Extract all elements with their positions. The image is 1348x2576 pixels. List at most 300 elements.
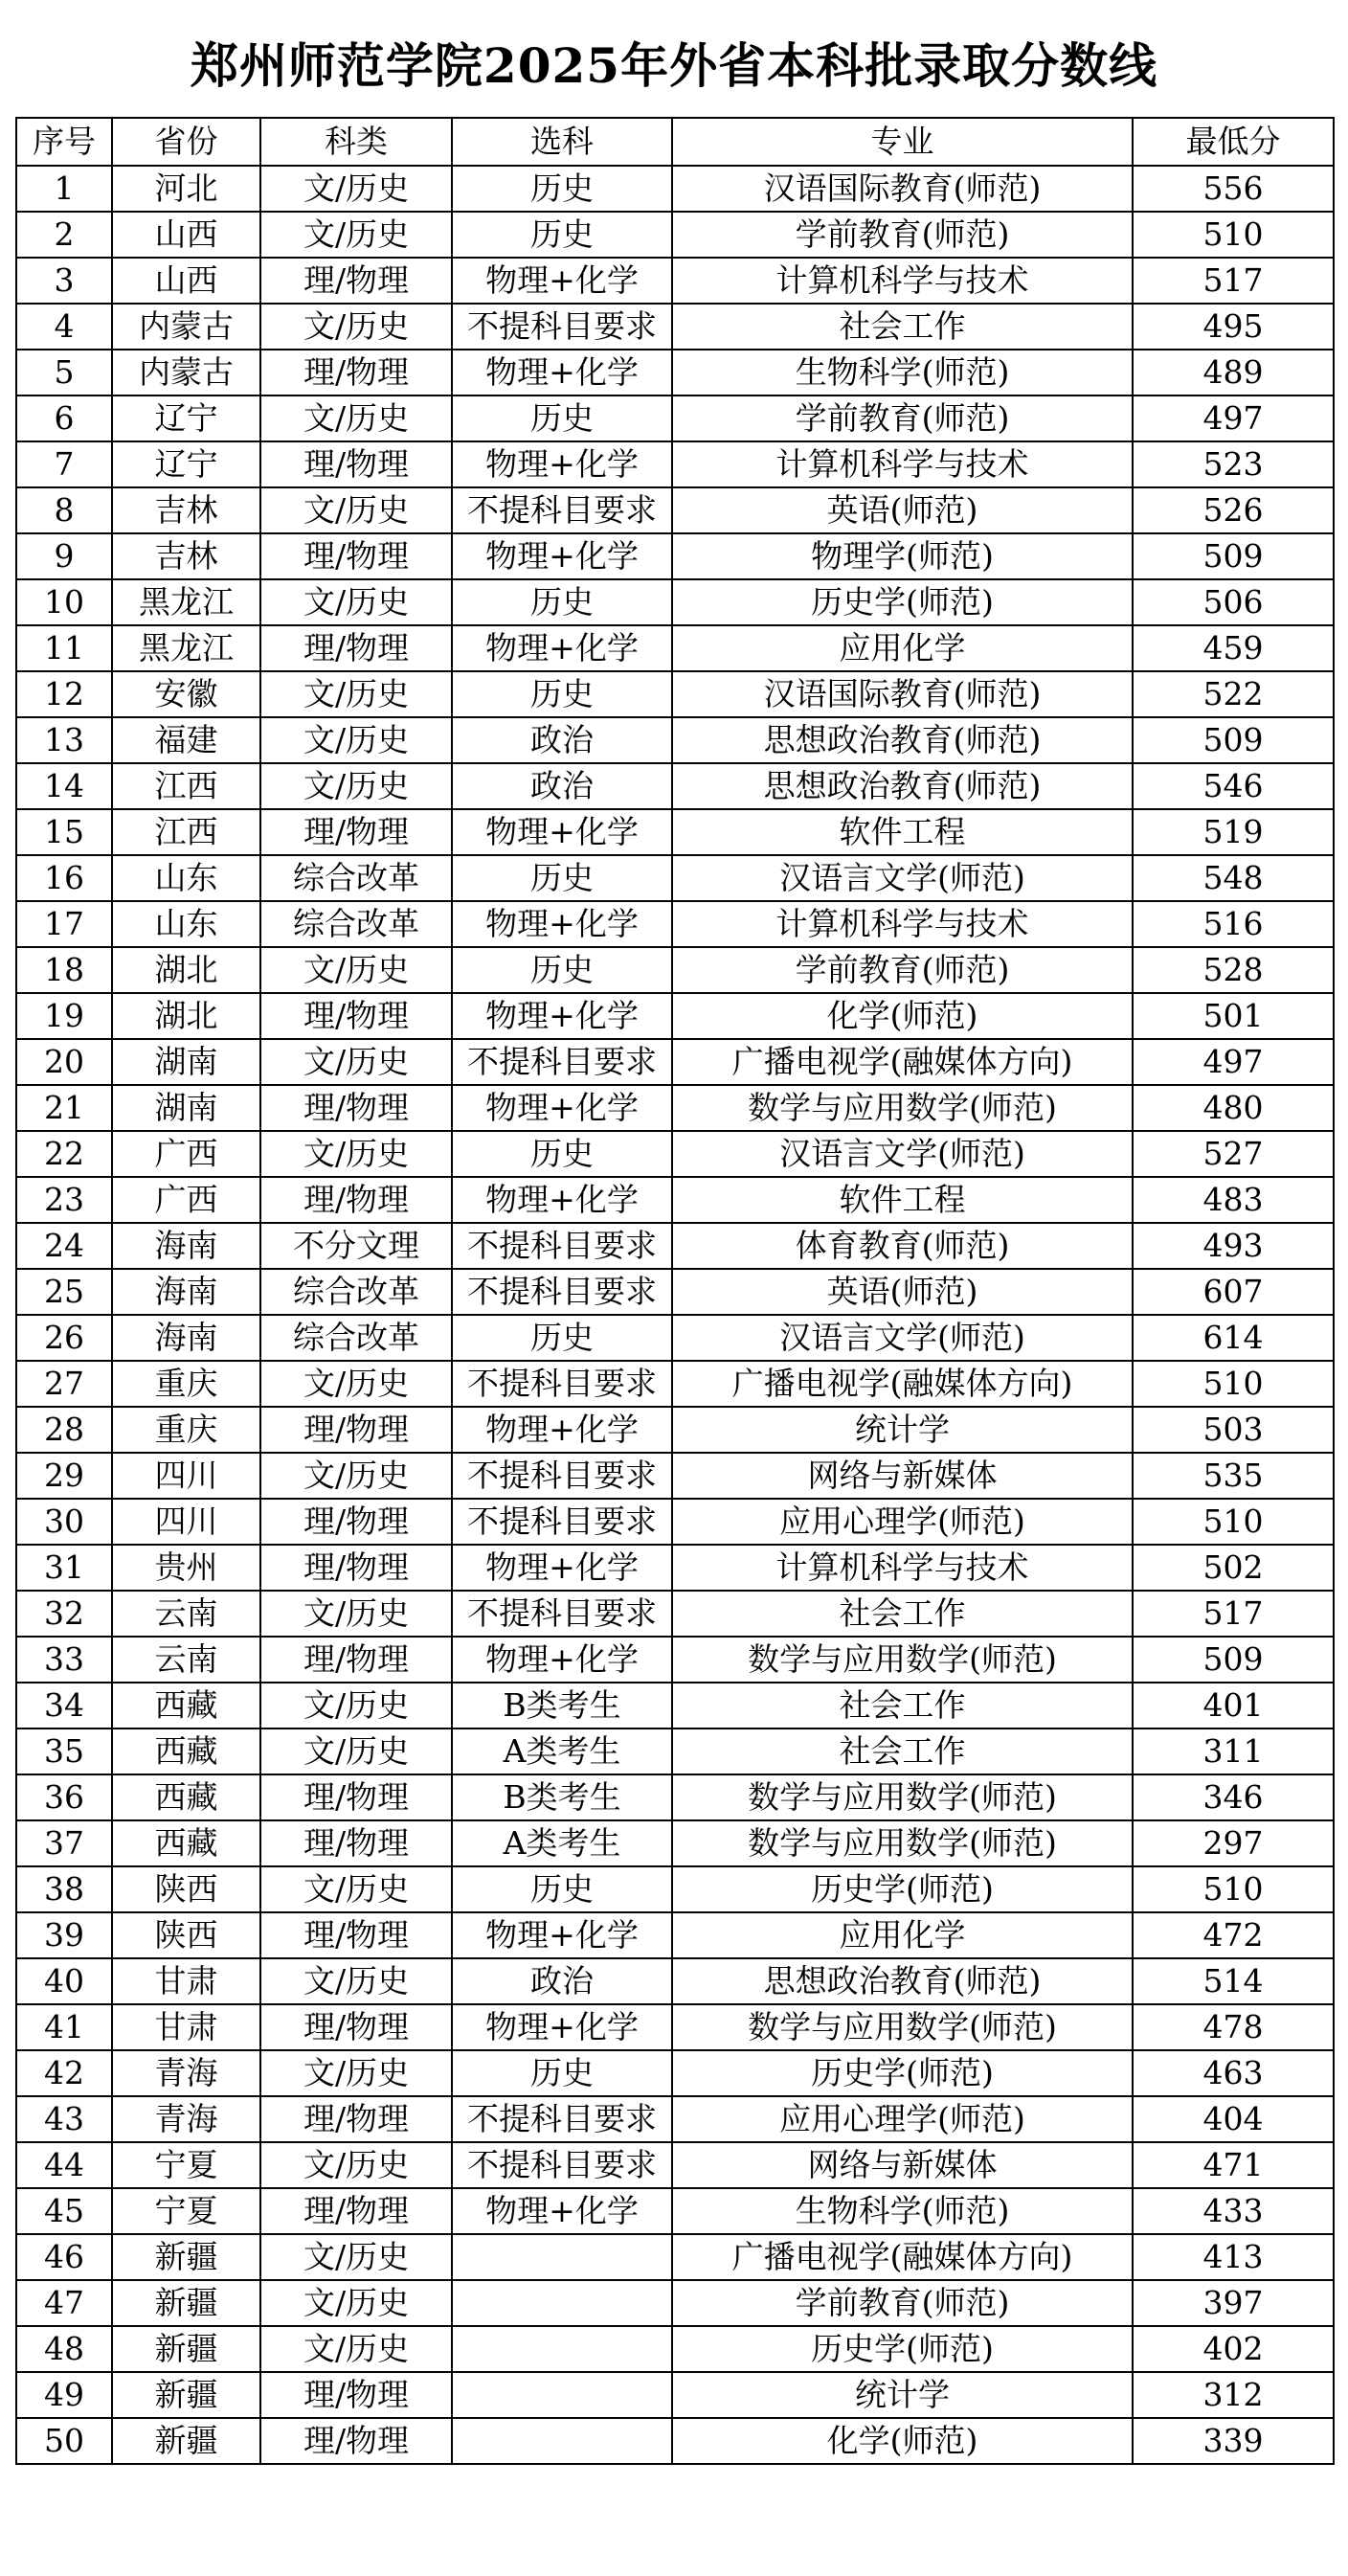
header-subject: 选科 xyxy=(452,118,672,166)
cell-major: 广播电视学(融媒体方向) xyxy=(672,2234,1133,2280)
cell-category: 理/物理 xyxy=(260,1499,452,1545)
cell-min-score: 517 xyxy=(1133,1591,1334,1637)
cell-subject: 物理+化学 xyxy=(452,901,672,947)
cell-min-score: 497 xyxy=(1133,1039,1334,1085)
cell-min-score: 614 xyxy=(1133,1315,1334,1361)
table-row xyxy=(16,1177,1334,1223)
cell-min-score: 401 xyxy=(1133,1683,1334,1729)
cell-major: 计算机科学与技术 xyxy=(672,901,1133,947)
cell-major: 网络与新媒体 xyxy=(672,2142,1133,2188)
cell-no: 4 xyxy=(16,304,112,350)
cell-major: 数学与应用数学(师范) xyxy=(672,1774,1133,1820)
cell-province: 西藏 xyxy=(112,1820,260,1866)
cell-min-score: 312 xyxy=(1133,2372,1334,2418)
cell-major: 学前教育(师范) xyxy=(672,2280,1133,2326)
table-row xyxy=(16,1683,1334,1729)
table-row xyxy=(16,2004,1334,2050)
cell-province: 辽宁 xyxy=(112,441,260,487)
cell-subject: 不提科目要求 xyxy=(452,1223,672,1269)
cell-province: 广西 xyxy=(112,1131,260,1177)
cell-no: 6 xyxy=(16,395,112,441)
cell-province: 湖北 xyxy=(112,947,260,993)
cell-category: 文/历史 xyxy=(260,1039,452,1085)
cell-major: 化学(师范) xyxy=(672,993,1133,1039)
cell-subject: 物理+化学 xyxy=(452,1085,672,1131)
table-row xyxy=(16,809,1334,855)
cell-province: 西藏 xyxy=(112,1729,260,1774)
table-row xyxy=(16,579,1334,625)
cell-no: 29 xyxy=(16,1453,112,1499)
cell-category: 理/物理 xyxy=(260,2418,452,2464)
cell-no: 24 xyxy=(16,1223,112,1269)
cell-province: 云南 xyxy=(112,1591,260,1637)
cell-province: 四川 xyxy=(112,1453,260,1499)
table-row xyxy=(16,1223,1334,1269)
cell-subject xyxy=(452,2326,672,2372)
cell-no: 41 xyxy=(16,2004,112,2050)
cell-no: 48 xyxy=(16,2326,112,2372)
table-row xyxy=(16,2418,1334,2464)
table-header-row xyxy=(16,118,1334,166)
cell-no: 8 xyxy=(16,487,112,533)
cell-major: 汉语言文学(师范) xyxy=(672,1131,1133,1177)
cell-category: 理/物理 xyxy=(260,2004,452,2050)
cell-min-score: 510 xyxy=(1133,1499,1334,1545)
table-row xyxy=(16,1729,1334,1774)
cell-no: 25 xyxy=(16,1269,112,1315)
cell-major: 汉语国际教育(师范) xyxy=(672,671,1133,717)
cell-province: 海南 xyxy=(112,1223,260,1269)
cell-no: 7 xyxy=(16,441,112,487)
cell-min-score: 526 xyxy=(1133,487,1334,533)
cell-category: 理/物理 xyxy=(260,625,452,671)
cell-min-score: 346 xyxy=(1133,1774,1334,1820)
cell-subject: 不提科目要求 xyxy=(452,487,672,533)
cell-subject: 历史 xyxy=(452,579,672,625)
table-row xyxy=(16,1453,1334,1499)
cell-subject: 不提科目要求 xyxy=(452,1039,672,1085)
table-row xyxy=(16,304,1334,350)
cell-category: 文/历史 xyxy=(260,166,452,212)
cell-province: 安徽 xyxy=(112,671,260,717)
cell-min-score: 480 xyxy=(1133,1085,1334,1131)
cell-major: 软件工程 xyxy=(672,809,1133,855)
cell-min-score: 510 xyxy=(1133,1866,1334,1912)
cell-subject: 不提科目要求 xyxy=(452,2142,672,2188)
cell-no: 22 xyxy=(16,1131,112,1177)
cell-major: 社会工作 xyxy=(672,1729,1133,1774)
cell-no: 23 xyxy=(16,1177,112,1223)
cell-subject: 历史 xyxy=(452,671,672,717)
table-row xyxy=(16,212,1334,258)
cell-category: 文/历史 xyxy=(260,1729,452,1774)
cell-no: 37 xyxy=(16,1820,112,1866)
cell-subject: 物理+化学 xyxy=(452,993,672,1039)
cell-min-score: 311 xyxy=(1133,1729,1334,1774)
cell-min-score: 501 xyxy=(1133,993,1334,1039)
cell-category: 理/物理 xyxy=(260,1545,452,1591)
cell-subject: 历史 xyxy=(452,166,672,212)
cell-min-score: 503 xyxy=(1133,1407,1334,1453)
table-row xyxy=(16,993,1334,1039)
cell-category: 文/历史 xyxy=(260,1591,452,1637)
cell-province: 海南 xyxy=(112,1315,260,1361)
cell-no: 39 xyxy=(16,1912,112,1958)
cell-province: 甘肃 xyxy=(112,2004,260,2050)
cell-major: 汉语言文学(师范) xyxy=(672,855,1133,901)
cell-province: 江西 xyxy=(112,763,260,809)
cell-category: 文/历史 xyxy=(260,1958,452,2004)
cell-major: 历史学(师范) xyxy=(672,1866,1133,1912)
cell-province: 辽宁 xyxy=(112,395,260,441)
cell-category: 不分文理 xyxy=(260,1223,452,1269)
table-row xyxy=(16,2326,1334,2372)
cell-no: 21 xyxy=(16,1085,112,1131)
cell-category: 文/历史 xyxy=(260,2280,452,2326)
cell-no: 32 xyxy=(16,1591,112,1637)
cell-subject: 不提科目要求 xyxy=(452,304,672,350)
cell-no: 34 xyxy=(16,1683,112,1729)
cell-no: 26 xyxy=(16,1315,112,1361)
table-row xyxy=(16,1912,1334,1958)
table-row xyxy=(16,671,1334,717)
cell-major: 学前教育(师范) xyxy=(672,395,1133,441)
cell-province: 宁夏 xyxy=(112,2188,260,2234)
cell-major: 学前教育(师范) xyxy=(672,212,1133,258)
cell-major: 社会工作 xyxy=(672,1591,1133,1637)
header-no: 序号 xyxy=(16,118,112,166)
cell-subject: 历史 xyxy=(452,855,672,901)
cell-min-score: 519 xyxy=(1133,809,1334,855)
cell-major: 广播电视学(融媒体方向) xyxy=(672,1039,1133,1085)
table-row xyxy=(16,395,1334,441)
table-row xyxy=(16,1774,1334,1820)
cell-province: 陕西 xyxy=(112,1866,260,1912)
cell-subject: 不提科目要求 xyxy=(452,1361,672,1407)
cell-subject: 历史 xyxy=(452,1315,672,1361)
cell-no: 12 xyxy=(16,671,112,717)
cell-min-score: 404 xyxy=(1133,2096,1334,2142)
cell-no: 15 xyxy=(16,809,112,855)
cell-major: 物理学(师范) xyxy=(672,533,1133,579)
cell-subject: 物理+化学 xyxy=(452,2004,672,2050)
cell-category: 综合改革 xyxy=(260,901,452,947)
table-row xyxy=(16,258,1334,304)
cell-subject: 物理+化学 xyxy=(452,533,672,579)
cell-no: 43 xyxy=(16,2096,112,2142)
cell-min-score: 297 xyxy=(1133,1820,1334,1866)
table-row xyxy=(16,2142,1334,2188)
cell-min-score: 522 xyxy=(1133,671,1334,717)
cell-category: 文/历史 xyxy=(260,1453,452,1499)
cell-subject: 历史 xyxy=(452,395,672,441)
cell-no: 40 xyxy=(16,1958,112,2004)
cell-province: 福建 xyxy=(112,717,260,763)
cell-category: 理/物理 xyxy=(260,533,452,579)
header-province: 省份 xyxy=(112,118,260,166)
cell-no: 16 xyxy=(16,855,112,901)
cell-subject: B类考生 xyxy=(452,1683,672,1729)
cell-subject: 物理+化学 xyxy=(452,1637,672,1683)
cell-min-score: 514 xyxy=(1133,1958,1334,2004)
cell-province: 江西 xyxy=(112,809,260,855)
cell-category: 理/物理 xyxy=(260,1085,452,1131)
cell-major: 数学与应用数学(师范) xyxy=(672,2004,1133,2050)
cell-province: 重庆 xyxy=(112,1407,260,1453)
cell-no: 2 xyxy=(16,212,112,258)
cell-min-score: 433 xyxy=(1133,2188,1334,2234)
cell-min-score: 472 xyxy=(1133,1912,1334,1958)
cell-province: 青海 xyxy=(112,2050,260,2096)
cell-no: 14 xyxy=(16,763,112,809)
cell-major: 计算机科学与技术 xyxy=(672,258,1133,304)
cell-major: 社会工作 xyxy=(672,1683,1133,1729)
cell-subject: 物理+化学 xyxy=(452,1407,672,1453)
cell-min-score: 397 xyxy=(1133,2280,1334,2326)
cell-major: 应用化学 xyxy=(672,1912,1133,1958)
cell-category: 理/物理 xyxy=(260,809,452,855)
cell-subject: 物理+化学 xyxy=(452,1545,672,1591)
cell-province: 山西 xyxy=(112,258,260,304)
cell-province: 陕西 xyxy=(112,1912,260,1958)
cell-subject: 物理+化学 xyxy=(452,1912,672,1958)
cell-min-score: 510 xyxy=(1133,1361,1334,1407)
cell-category: 综合改革 xyxy=(260,855,452,901)
cell-province: 内蒙古 xyxy=(112,304,260,350)
cell-category: 综合改革 xyxy=(260,1315,452,1361)
cell-no: 5 xyxy=(16,350,112,395)
table-row xyxy=(16,1866,1334,1912)
cell-category: 理/物理 xyxy=(260,1407,452,1453)
cell-major: 学前教育(师范) xyxy=(672,947,1133,993)
cell-subject: 物理+化学 xyxy=(452,258,672,304)
table-row xyxy=(16,2372,1334,2418)
cell-min-score: 527 xyxy=(1133,1131,1334,1177)
cell-min-score: 497 xyxy=(1133,395,1334,441)
cell-category: 文/历史 xyxy=(260,2326,452,2372)
cell-subject: 历史 xyxy=(452,947,672,993)
cell-major: 历史学(师范) xyxy=(672,579,1133,625)
cell-min-score: 402 xyxy=(1133,2326,1334,2372)
cell-subject: 历史 xyxy=(452,1131,672,1177)
cell-province: 新疆 xyxy=(112,2280,260,2326)
cell-category: 文/历史 xyxy=(260,1131,452,1177)
cell-no: 11 xyxy=(16,625,112,671)
cell-category: 文/历史 xyxy=(260,579,452,625)
cell-min-score: 493 xyxy=(1133,1223,1334,1269)
cell-no: 28 xyxy=(16,1407,112,1453)
cell-min-score: 528 xyxy=(1133,947,1334,993)
cell-no: 13 xyxy=(16,717,112,763)
cell-subject: 物理+化学 xyxy=(452,809,672,855)
cell-subject xyxy=(452,2234,672,2280)
page-title: 郑州师范学院2025年外省本科批录取分数线 xyxy=(190,37,1158,94)
table-row xyxy=(16,2050,1334,2096)
cell-subject: 不提科目要求 xyxy=(452,1453,672,1499)
cell-major: 统计学 xyxy=(672,2372,1133,2418)
cell-subject: A类考生 xyxy=(452,1820,672,1866)
table-row xyxy=(16,1499,1334,1545)
cell-category: 文/历史 xyxy=(260,2142,452,2188)
cell-no: 46 xyxy=(16,2234,112,2280)
cell-min-score: 478 xyxy=(1133,2004,1334,2050)
table-row xyxy=(16,1131,1334,1177)
table-row xyxy=(16,1315,1334,1361)
cell-major: 英语(师范) xyxy=(672,487,1133,533)
cell-major: 汉语言文学(师范) xyxy=(672,1315,1133,1361)
cell-province: 新疆 xyxy=(112,2326,260,2372)
cell-province: 云南 xyxy=(112,1637,260,1683)
cell-category: 综合改革 xyxy=(260,1269,452,1315)
cell-major: 化学(师范) xyxy=(672,2418,1133,2464)
table-row xyxy=(16,1545,1334,1591)
table-row xyxy=(16,441,1334,487)
header-min-score: 最低分 xyxy=(1133,118,1334,166)
table-row xyxy=(16,901,1334,947)
cell-category: 理/物理 xyxy=(260,441,452,487)
cell-subject: 不提科目要求 xyxy=(452,2096,672,2142)
cell-no: 45 xyxy=(16,2188,112,2234)
cell-major: 网络与新媒体 xyxy=(672,1453,1133,1499)
cell-major: 广播电视学(融媒体方向) xyxy=(672,1361,1133,1407)
cell-province: 山东 xyxy=(112,901,260,947)
cell-category: 文/历史 xyxy=(260,763,452,809)
cell-category: 文/历史 xyxy=(260,671,452,717)
cell-province: 广西 xyxy=(112,1177,260,1223)
cell-min-score: 548 xyxy=(1133,855,1334,901)
cell-no: 50 xyxy=(16,2418,112,2464)
cell-major: 历史学(师范) xyxy=(672,2326,1133,2372)
table-row xyxy=(16,2096,1334,2142)
cell-no: 3 xyxy=(16,258,112,304)
cell-category: 理/物理 xyxy=(260,1820,452,1866)
cell-category: 文/历史 xyxy=(260,2234,452,2280)
cell-min-score: 516 xyxy=(1133,901,1334,947)
cell-major: 计算机科学与技术 xyxy=(672,1545,1133,1591)
cell-category: 理/物理 xyxy=(260,1912,452,1958)
cell-min-score: 523 xyxy=(1133,441,1334,487)
cell-major: 思想政治教育(师范) xyxy=(672,1958,1133,2004)
cell-min-score: 459 xyxy=(1133,625,1334,671)
cell-no: 19 xyxy=(16,993,112,1039)
cell-no: 10 xyxy=(16,579,112,625)
cell-min-score: 483 xyxy=(1133,1177,1334,1223)
cell-province: 新疆 xyxy=(112,2372,260,2418)
cell-subject: 物理+化学 xyxy=(452,2188,672,2234)
cell-province: 湖北 xyxy=(112,993,260,1039)
cell-subject: 历史 xyxy=(452,2050,672,2096)
table-row xyxy=(16,1820,1334,1866)
table-row xyxy=(16,2188,1334,2234)
cell-min-score: 510 xyxy=(1133,212,1334,258)
cell-min-score: 535 xyxy=(1133,1453,1334,1499)
table-row xyxy=(16,350,1334,395)
cell-no: 36 xyxy=(16,1774,112,1820)
cell-province: 西藏 xyxy=(112,1683,260,1729)
cell-subject xyxy=(452,2280,672,2326)
cell-province: 内蒙古 xyxy=(112,350,260,395)
cell-no: 31 xyxy=(16,1545,112,1591)
cell-min-score: 489 xyxy=(1133,350,1334,395)
cell-major: 应用心理学(师范) xyxy=(672,1499,1133,1545)
cell-major: 历史学(师范) xyxy=(672,2050,1133,2096)
cell-category: 理/物理 xyxy=(260,258,452,304)
cell-province: 宁夏 xyxy=(112,2142,260,2188)
cell-category: 文/历史 xyxy=(260,1866,452,1912)
cell-min-score: 517 xyxy=(1133,258,1334,304)
cell-category: 文/历史 xyxy=(260,717,452,763)
table-row xyxy=(16,1958,1334,2004)
table-row xyxy=(16,717,1334,763)
cell-no: 38 xyxy=(16,1866,112,1912)
cell-min-score: 509 xyxy=(1133,717,1334,763)
cell-province: 重庆 xyxy=(112,1361,260,1407)
cell-major: 应用化学 xyxy=(672,625,1133,671)
cell-subject: 物理+化学 xyxy=(452,350,672,395)
cell-no: 47 xyxy=(16,2280,112,2326)
header-category: 科类 xyxy=(260,118,452,166)
table-row xyxy=(16,1085,1334,1131)
cell-subject: 历史 xyxy=(452,212,672,258)
cell-category: 文/历史 xyxy=(260,1683,452,1729)
cell-subject: 政治 xyxy=(452,1958,672,2004)
cell-subject: 政治 xyxy=(452,717,672,763)
table-row xyxy=(16,2234,1334,2280)
cell-no: 9 xyxy=(16,533,112,579)
cell-major: 生物科学(师范) xyxy=(672,2188,1133,2234)
cell-province: 四川 xyxy=(112,1499,260,1545)
table-row xyxy=(16,166,1334,212)
cell-major: 软件工程 xyxy=(672,1177,1133,1223)
cell-subject: 不提科目要求 xyxy=(452,1269,672,1315)
table-row xyxy=(16,1269,1334,1315)
cell-min-score: 607 xyxy=(1133,1269,1334,1315)
cell-category: 理/物理 xyxy=(260,1177,452,1223)
cell-no: 20 xyxy=(16,1039,112,1085)
cell-major: 生物科学(师范) xyxy=(672,350,1133,395)
cell-no: 49 xyxy=(16,2372,112,2418)
cell-major: 社会工作 xyxy=(672,304,1133,350)
cell-category: 文/历史 xyxy=(260,487,452,533)
admission-score-table xyxy=(15,117,1335,2465)
cell-province: 黑龙江 xyxy=(112,625,260,671)
cell-province: 贵州 xyxy=(112,1545,260,1591)
cell-no: 30 xyxy=(16,1499,112,1545)
cell-category: 理/物理 xyxy=(260,1637,452,1683)
cell-min-score: 509 xyxy=(1133,1637,1334,1683)
cell-province: 海南 xyxy=(112,1269,260,1315)
cell-subject xyxy=(452,2418,672,2464)
cell-min-score: 471 xyxy=(1133,2142,1334,2188)
cell-province: 河北 xyxy=(112,166,260,212)
cell-major: 数学与应用数学(师范) xyxy=(672,1820,1133,1866)
cell-no: 17 xyxy=(16,901,112,947)
cell-province: 山东 xyxy=(112,855,260,901)
cell-major: 汉语国际教育(师范) xyxy=(672,166,1133,212)
header-major: 专业 xyxy=(672,118,1133,166)
cell-category: 文/历史 xyxy=(260,212,452,258)
cell-min-score: 463 xyxy=(1133,2050,1334,2096)
cell-major: 统计学 xyxy=(672,1407,1133,1453)
cell-min-score: 413 xyxy=(1133,2234,1334,2280)
table-row xyxy=(16,855,1334,901)
cell-subject: 不提科目要求 xyxy=(452,1499,672,1545)
cell-category: 理/物理 xyxy=(260,2096,452,2142)
cell-subject: 物理+化学 xyxy=(452,1177,672,1223)
cell-province: 吉林 xyxy=(112,533,260,579)
cell-subject: 物理+化学 xyxy=(452,441,672,487)
table-row xyxy=(16,1407,1334,1453)
